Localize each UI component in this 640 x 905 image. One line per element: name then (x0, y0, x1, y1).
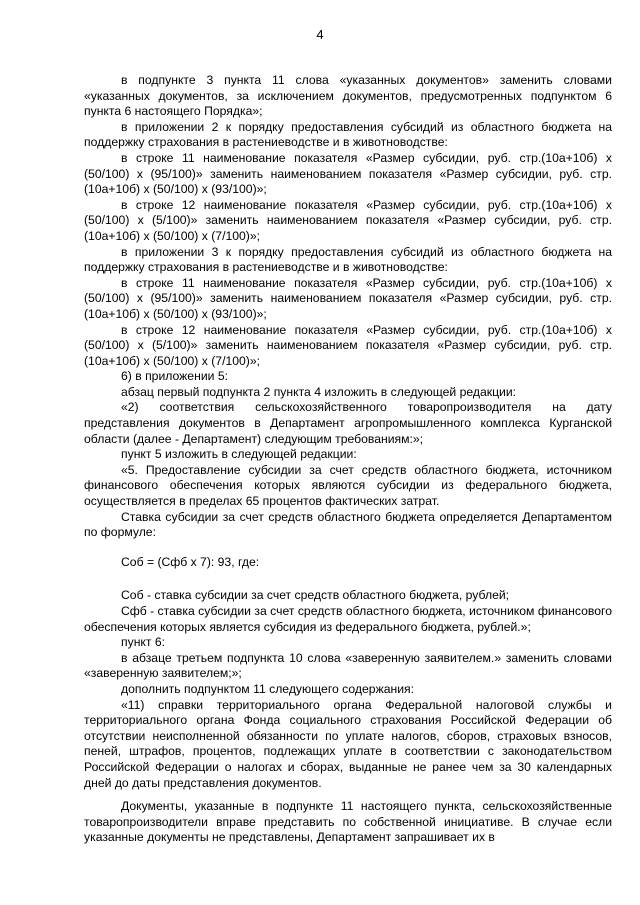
paragraph: «11) справки территориального органа Федеральной налоговой службы и территориального органа Фонда социального страхования Российской Федерации об отсутствии неисполненной обязанности по уплате налогов, сборов, страховых взносов, пеней, штрафов, процентов, подлежащих уплате в соответствии с законодательством Российской Федерации о налогах и сборах, выданные не ранее чем за 30 календарных дней до даты представления документов. (84, 697, 612, 790)
paragraph: в строке 12 наименование показателя «Размер субсидии, руб. стр.(10а+10б) х (50/100) х (5/100)» заменить наименованием показателя «Размер субсидии, руб. стр. (10а+10б) х (50/100) х (7/100)»; (84, 322, 612, 368)
paragraph: Соб - ставка субсидии за счет средств областного бюджета, рублей; (121, 588, 510, 603)
paragraph: «5. Предоставление субсидии за счет средств областного бюджета, источником финансового обеспечения которых являются субсидии из федерального бюджета, осуществляется в пределах 65 процентов фактических затрат. (84, 462, 612, 509)
paragraph: в приложении 2 к порядку предоставления субсидий из областного бюджета на поддержку страхования в растениеводстве и в животноводстве: (84, 119, 612, 150)
paragraph: Ставка субсидии за счет средств областного бюджета определяется Департаментом по формуле: (84, 509, 612, 540)
paragraph: «2) соответствия сельскохозяйственного товаропроизводителя на дату представления документов в Департамент агропромышленного комплекса Курганской области (далее - Департамент) следующим требованиям:»; (84, 400, 612, 446)
page-number: 4 (316, 27, 324, 42)
paragraph: в строке 12 наименование показателя «Размер субсидии, руб. стр.(10а+10б) х (50/100) х (5/100)» заменить наименованием показателя «Размер субсидии, руб. стр. (10а+10б) х (50/100) х (7/100)»; (84, 197, 612, 243)
paragraph: в строке 11 наименование показателя «Размер субсидии, руб. стр.(10а+10б) х (50/100) х (95/100)» заменить наименованием показателя «Размер субсидии, руб. стр. (10а+10б) х (50/100) х (93/100)»; (84, 150, 612, 197)
paragraph: пункт 6: (121, 635, 166, 650)
paragraph: пункт 5 изложить в следующей редакции: (121, 447, 357, 462)
formula: Соб = (Сфб х 7): 93, где: (121, 554, 260, 569)
paragraph: в строке 11 наименование показателя «Размер субсидии, руб. стр.(10а+10б) х (50/100) х (95/100)» заменить наименованием показателя «Размер субсидии, руб. стр. (10а+10б) х (50/100) х (93/100)»; (84, 275, 612, 321)
paragraph: дополнить подпунктом 11 следующего содержания: (121, 681, 415, 696)
paragraph: абзац первый подпункта 2 пункта 4 изложить в следующей редакции: (121, 384, 517, 399)
paragraph: Сфб - ставка субсидии за счет средств областного бюджета, источником финансового обеспечения которых является субсидия из федерального бюджета, рублей.»; (84, 604, 612, 634)
paragraph: Документы, указанные в подпункте 11 настоящего пункта, сельскохозяйственные товаропроизводители вправе представить по собственной инициативе. В случае если указанные документы не представлены, Департамент запрашивает их в (84, 799, 612, 845)
paragraph: 6) в приложении 5: (121, 369, 228, 384)
document-body (84, 73, 612, 846)
paragraph: в подпункте 3 пункта 11 слова «указанных документов» заменить словами «указанных документов, за исключением документов, предусмотренных подпунктом 6 пункта 6 настоящего Порядка»; (84, 73, 612, 119)
paragraph: в абзаце третьем подпункта 10 слова «заверенную заявителем.» заменить словами «заверенную заявителем;»; (84, 650, 612, 681)
paragraph: в приложении 3 к порядку предоставления субсидий из областного бюджета на поддержку страхования в растениеводстве и в животноводстве: (84, 244, 612, 275)
